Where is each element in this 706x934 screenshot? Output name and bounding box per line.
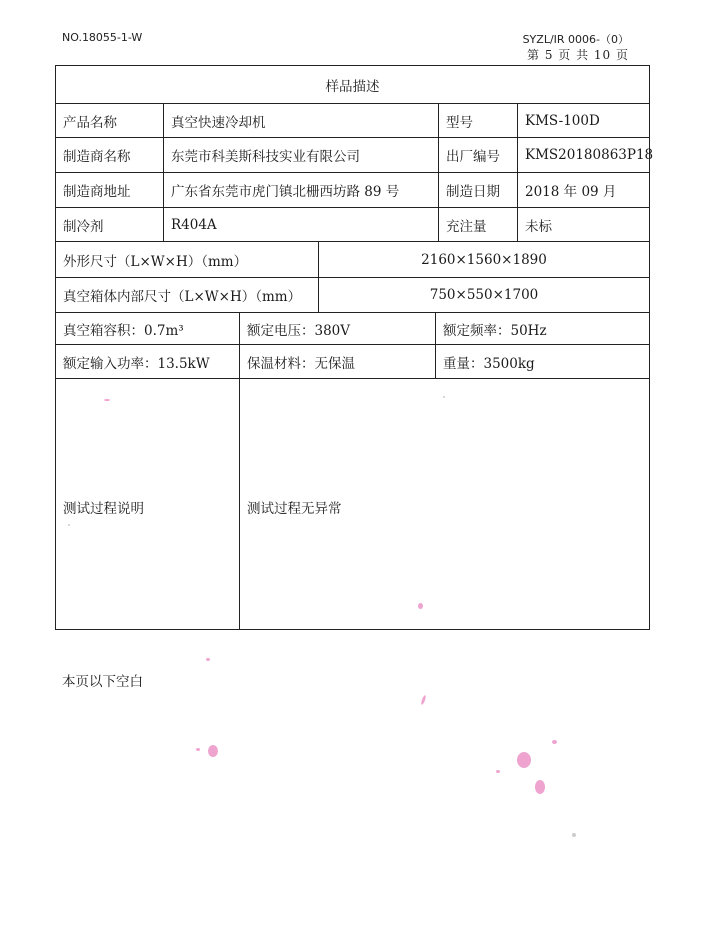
address-value: 广东省东莞市虎门镇北栅西坊路 89 号 [163,173,438,207]
date-value: 2018 年 09 月 [517,173,649,207]
speck [535,780,545,794]
test-process-row [56,379,649,629]
form-code: SYZL/IR 0006-（0） [522,33,629,46]
serial-label: 出厂编号 [438,138,517,172]
table-row [56,138,654,173]
product-name-label: 产品名称 [63,114,117,131]
speck [496,770,500,773]
table-row [56,242,649,278]
voltage-field: 额定电压：380V [239,313,435,344]
table-title: 样品描述 [325,78,380,95]
manufacturer-label: 制造商名称 [63,149,131,165]
speck [196,748,200,751]
document-number: NO.18055-1-W [62,31,143,44]
table-row [56,345,649,379]
product-name-value: 真空快速冷却机 [163,104,438,137]
serial-value: KMS20180863P18 [517,138,649,172]
model-label: 型号 [438,104,517,137]
speck [206,658,210,661]
speck [104,399,110,401]
table-row [56,208,649,242]
speck [68,524,70,526]
table-row [56,278,649,313]
test-process-result: 测试过程无异常 [239,379,649,629]
speck [552,740,557,744]
speck [443,396,445,398]
inner-dimension-label: 真空箱体内部尺寸（L×W×H）（mm） [63,289,302,305]
charge-label: 充注量 [438,208,517,241]
page-indicator: 第 5 页 共 10 页 [527,48,629,62]
outer-dimension-label: 外形尺寸（L×W×H）（mm） [63,253,248,270]
frequency-field: 额定频率：50Hz [435,313,649,344]
address-label: 制造商地址 [63,184,131,200]
charge-value: 未标 [517,208,649,241]
weight-field: 重量：3500kg [435,345,649,378]
speck [572,833,576,837]
table-row [56,313,649,345]
volume-field: 真空箱容积：0.7m³ [63,322,184,339]
speck [420,695,426,705]
insulation-field: 保温材料：无保温 [239,345,435,378]
table-row [56,173,649,208]
outer-dimension-value: 2160×1560×1890 [318,242,649,277]
speck [517,752,531,768]
sample-description-table [55,65,654,630]
model-value: KMS-100D [517,104,649,137]
date-label: 制造日期 [438,173,517,207]
power-field: 额定输入功率：13.5kW [63,355,210,372]
test-process-label: 测试过程说明 [63,501,144,517]
speck [418,603,423,609]
manufacturer-value: 东莞市科美斯科技实业有限公司 [163,138,438,172]
speck [208,745,218,757]
table-row [56,104,649,138]
blank-page-note: 本页以下空白 [62,674,143,690]
refrigerant-label: 制冷剂 [63,218,104,235]
inner-dimension-value: 750×550×1700 [318,278,649,312]
table-title-row [56,66,649,104]
refrigerant-value: R404A [163,208,438,241]
